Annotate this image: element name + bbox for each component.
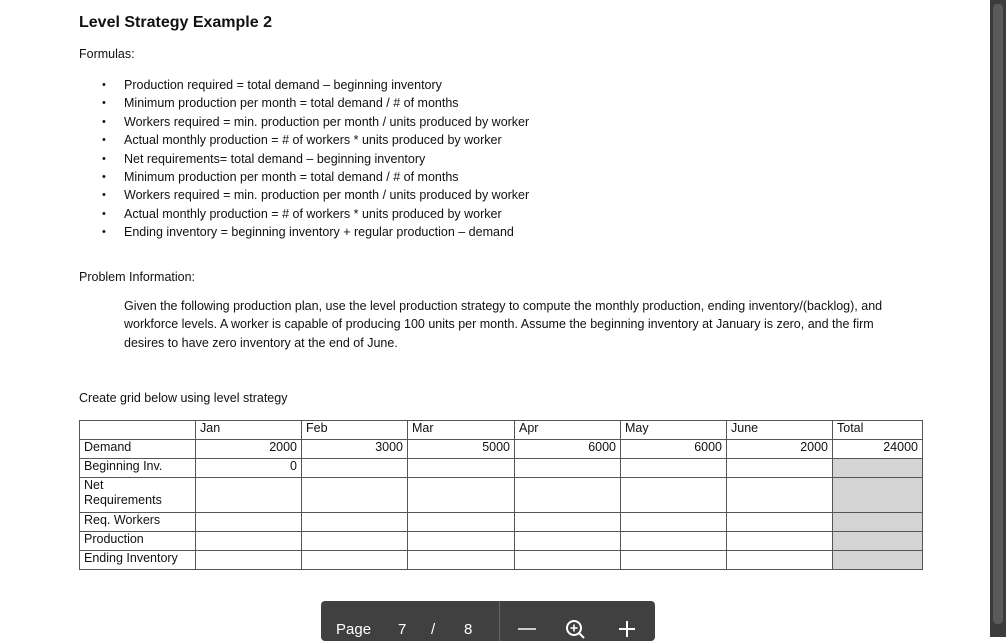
table-row [80,513,923,532]
table-cell [408,459,515,478]
table-cell [621,459,727,478]
bullet-icon: • [102,134,106,147]
table-cell: 0 [196,459,302,478]
bullet-icon: • [102,226,106,239]
scrollbar-thumb[interactable] [993,4,1003,624]
table-cell [727,513,833,532]
bullet-icon: • [102,189,106,202]
table-cell [833,513,923,532]
list-item: • Workers required = min. production per month / units produced by worker [97,113,529,131]
grid-label: Create grid below using level strategy [79,391,288,405]
table-cell [515,459,621,478]
table-cell [727,478,833,513]
formulas-label: Formulas: [79,47,135,61]
zoom-out-button[interactable] [518,628,536,630]
list-item: • Actual monthly production = # of workers * units produced by worker [97,205,529,223]
row-label: Production [80,532,196,551]
table-cell [833,459,923,478]
page-title: Level Strategy Example 2 [79,14,272,31]
table-cell: 2000 [196,440,302,459]
table-cell: 6000 [515,440,621,459]
page-label: Page [336,621,372,638]
table-cell [408,551,515,570]
row-label: Ending Inventory [80,551,196,570]
strategy-grid [79,420,923,570]
list-item: • Actual monthly production = # of workers * units produced by worker [97,131,529,149]
table-cell [515,478,621,513]
table-cell [727,551,833,570]
toolbar-divider [499,601,500,641]
list-item: • Net requirements= total demand – beginning inventory [97,150,529,168]
table-cell [515,532,621,551]
table-cell [833,478,923,513]
header-cell: Mar [408,421,515,440]
header-cell: Feb [302,421,408,440]
pdf-viewer-toolbar [321,601,655,641]
table-cell [408,478,515,513]
header-cell: Apr [515,421,621,440]
table-row [80,551,923,570]
table-cell [408,513,515,532]
row-label: Net Requirements [80,478,196,513]
row-label: Demand [80,440,196,459]
header-cell: Jan [196,421,302,440]
row-label: Req. Workers [80,513,196,532]
problem-label: Problem Information: [79,270,196,284]
table-cell [621,551,727,570]
table-cell [833,551,923,570]
list-item: • Minimum production per month = total demand / # of months [97,168,529,186]
vertical-scrollbar[interactable] [990,0,1006,637]
table-cell [196,532,302,551]
table-header-row [80,421,923,440]
list-item: • Production required = total demand – beginning inventory [97,76,529,94]
table-cell [515,551,621,570]
table-cell [408,532,515,551]
table-row [80,459,923,478]
header-cell: May [621,421,727,440]
list-item: • Workers required = min. production per month / units produced by worker [97,186,529,204]
table-cell [727,459,833,478]
page-separator: / [431,621,436,638]
current-page-input[interactable]: 7 [398,621,407,638]
table-cell [833,532,923,551]
table-cell [196,551,302,570]
table-cell [302,532,408,551]
header-cell [80,421,196,440]
table-cell [621,532,727,551]
table-cell: 6000 [621,440,727,459]
formula-list [97,76,529,242]
table-cell: 2000 [727,440,833,459]
table-cell: 24000 [833,440,923,459]
header-cell: Total [833,421,923,440]
bullet-icon: • [102,207,106,220]
header-cell: June [727,421,833,440]
row-label: Beginning Inv. [80,459,196,478]
bullet-icon: • [102,97,106,110]
table-cell [302,478,408,513]
list-item: • Minimum production per month = total demand / # of months [97,94,529,112]
bullet-icon: • [102,170,106,183]
table-cell: 5000 [408,440,515,459]
table-cell [621,478,727,513]
table-cell [302,459,408,478]
table-cell [196,513,302,532]
bullet-icon: • [102,79,106,91]
problem-text: Given the following production plan, use the level production strategy to compute the monthly production, ending inventory/(backlog), and workforce levels. A worker is capable of producing 100 units per month. Assume the beginning inventory at January is zero, and the firm desires to have zero inventory at the end of June. [124,299,883,350]
table-cell [515,513,621,532]
table-row [80,440,923,459]
table-cell: 3000 [302,440,408,459]
table-row [80,532,923,551]
table-cell [621,513,727,532]
list-item: • Ending inventory = beginning inventory + regular production – demand [97,223,529,241]
table-cell [302,513,408,532]
bullet-icon: • [102,115,106,128]
table-row [80,478,923,513]
total-pages: 8 [464,621,473,638]
bullet-icon: • [102,152,106,165]
table-cell [196,478,302,513]
table-cell [302,551,408,570]
table-cell [727,532,833,551]
